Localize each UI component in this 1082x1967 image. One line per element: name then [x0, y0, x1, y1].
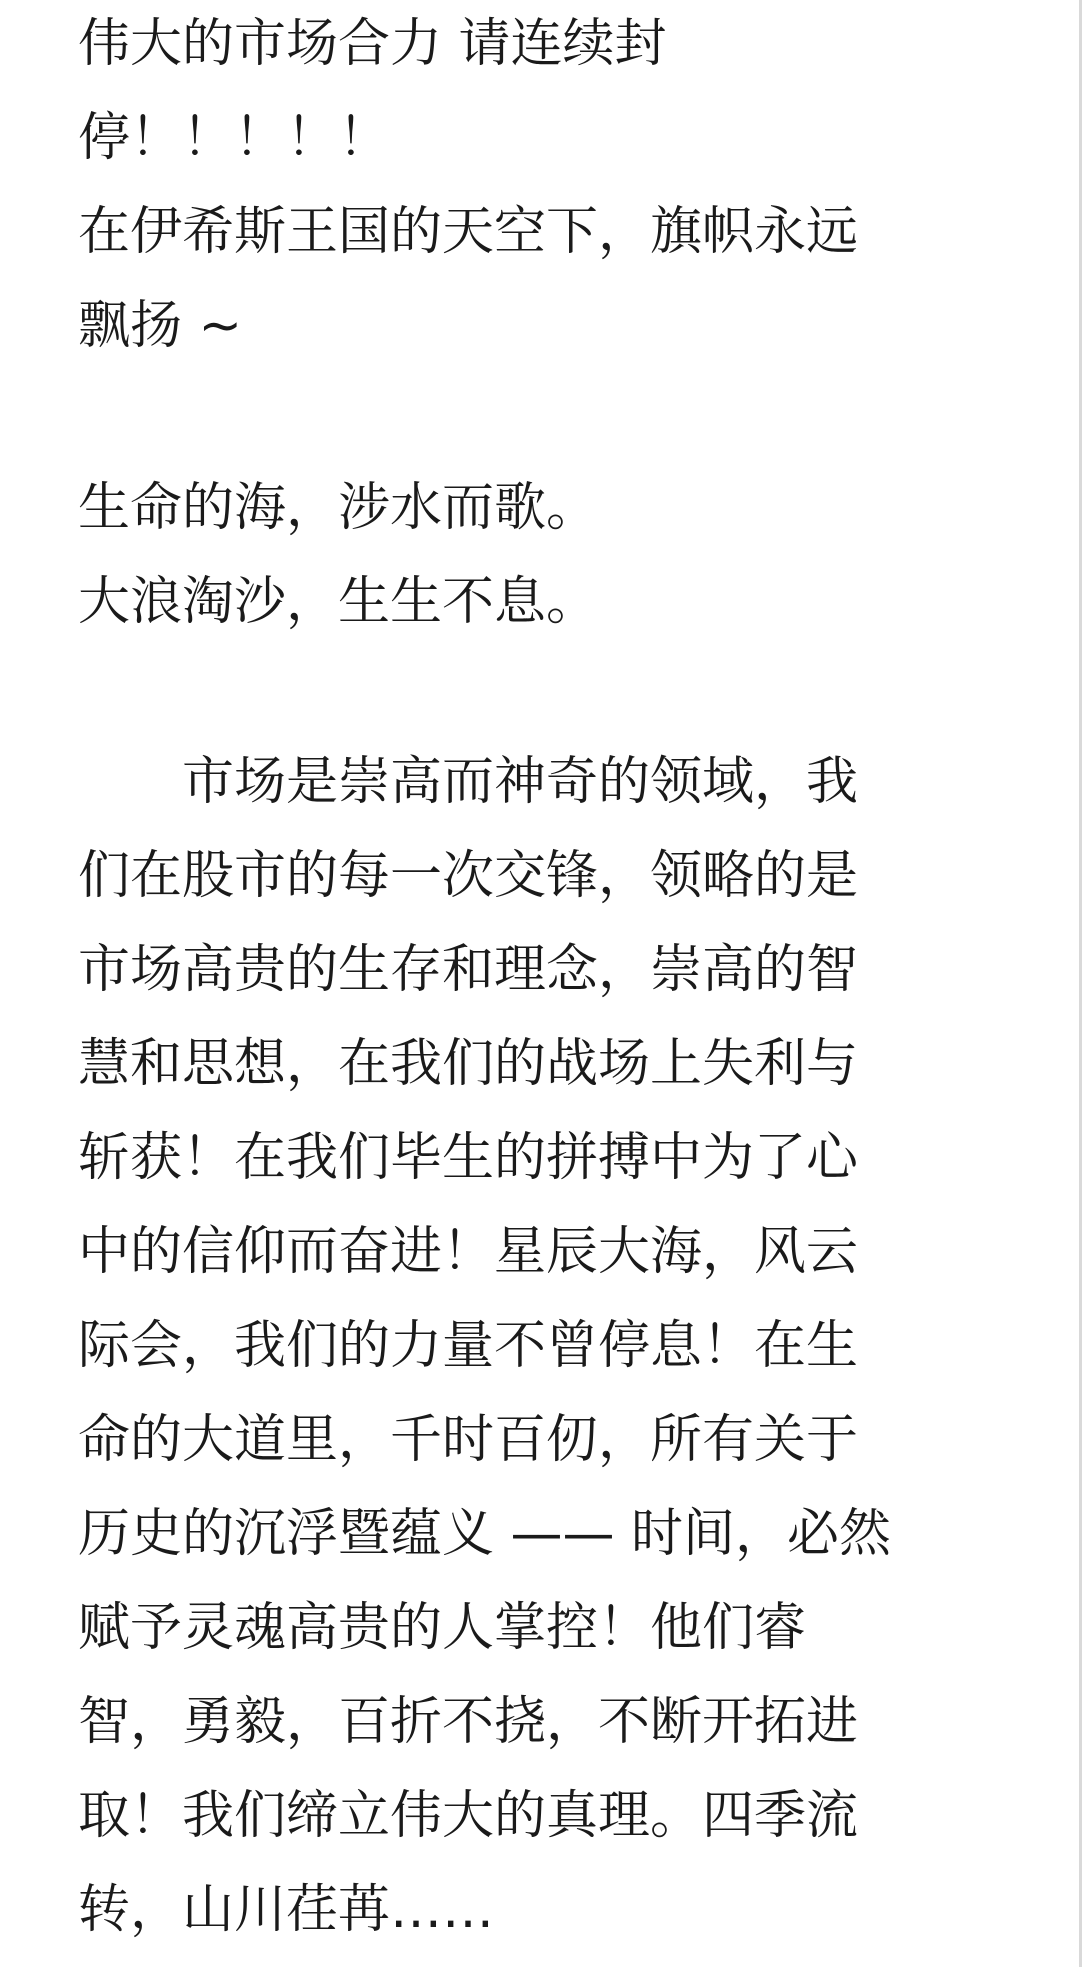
text-line: 赋予灵魂高贵的人掌控！他们睿: [78, 1598, 807, 1658]
text-line: 转，山川荏苒……: [78, 1880, 495, 1940]
text-line: 在伊希斯王国的天空下，旗帜永远: [78, 202, 859, 262]
text-line: 际会，我们的力量不曾停息！在生: [78, 1316, 859, 1376]
text-line: 大浪淘沙，生生不息。: [78, 572, 599, 632]
text-line: 斩获！在我们毕生的拼搏中为了心: [78, 1128, 859, 1188]
text-line: 市场高贵的生存和理念，崇高的智: [78, 940, 859, 1000]
text-line: 取！我们缔立伟大的真理。四季流: [78, 1786, 859, 1846]
text-line: 历史的沉浮暨蕴义 —— 时间，必然: [78, 1504, 892, 1564]
text-line: 飘扬 ~: [78, 296, 243, 356]
text-line: 们在股市的每一次交锋，领略的是: [78, 846, 859, 906]
text-line: 伟大的市场合力 请连续封: [78, 14, 667, 74]
text-line: 生命的海，涉水而歌。: [78, 478, 599, 538]
text-line: 市场是崇高而神奇的领域，我: [78, 752, 859, 812]
text-line: 智，勇毅，百折不挠，不断开拓进: [78, 1692, 859, 1752]
text-line: 命的大道里，千时百仞，所有关于: [78, 1410, 859, 1470]
text-line: 停！！！！！: [78, 108, 391, 168]
text-line: 中的信仰而奋进！星辰大海，风云: [78, 1222, 859, 1282]
text-line: 慧和思想，在我们的战场上失利与: [78, 1034, 859, 1094]
